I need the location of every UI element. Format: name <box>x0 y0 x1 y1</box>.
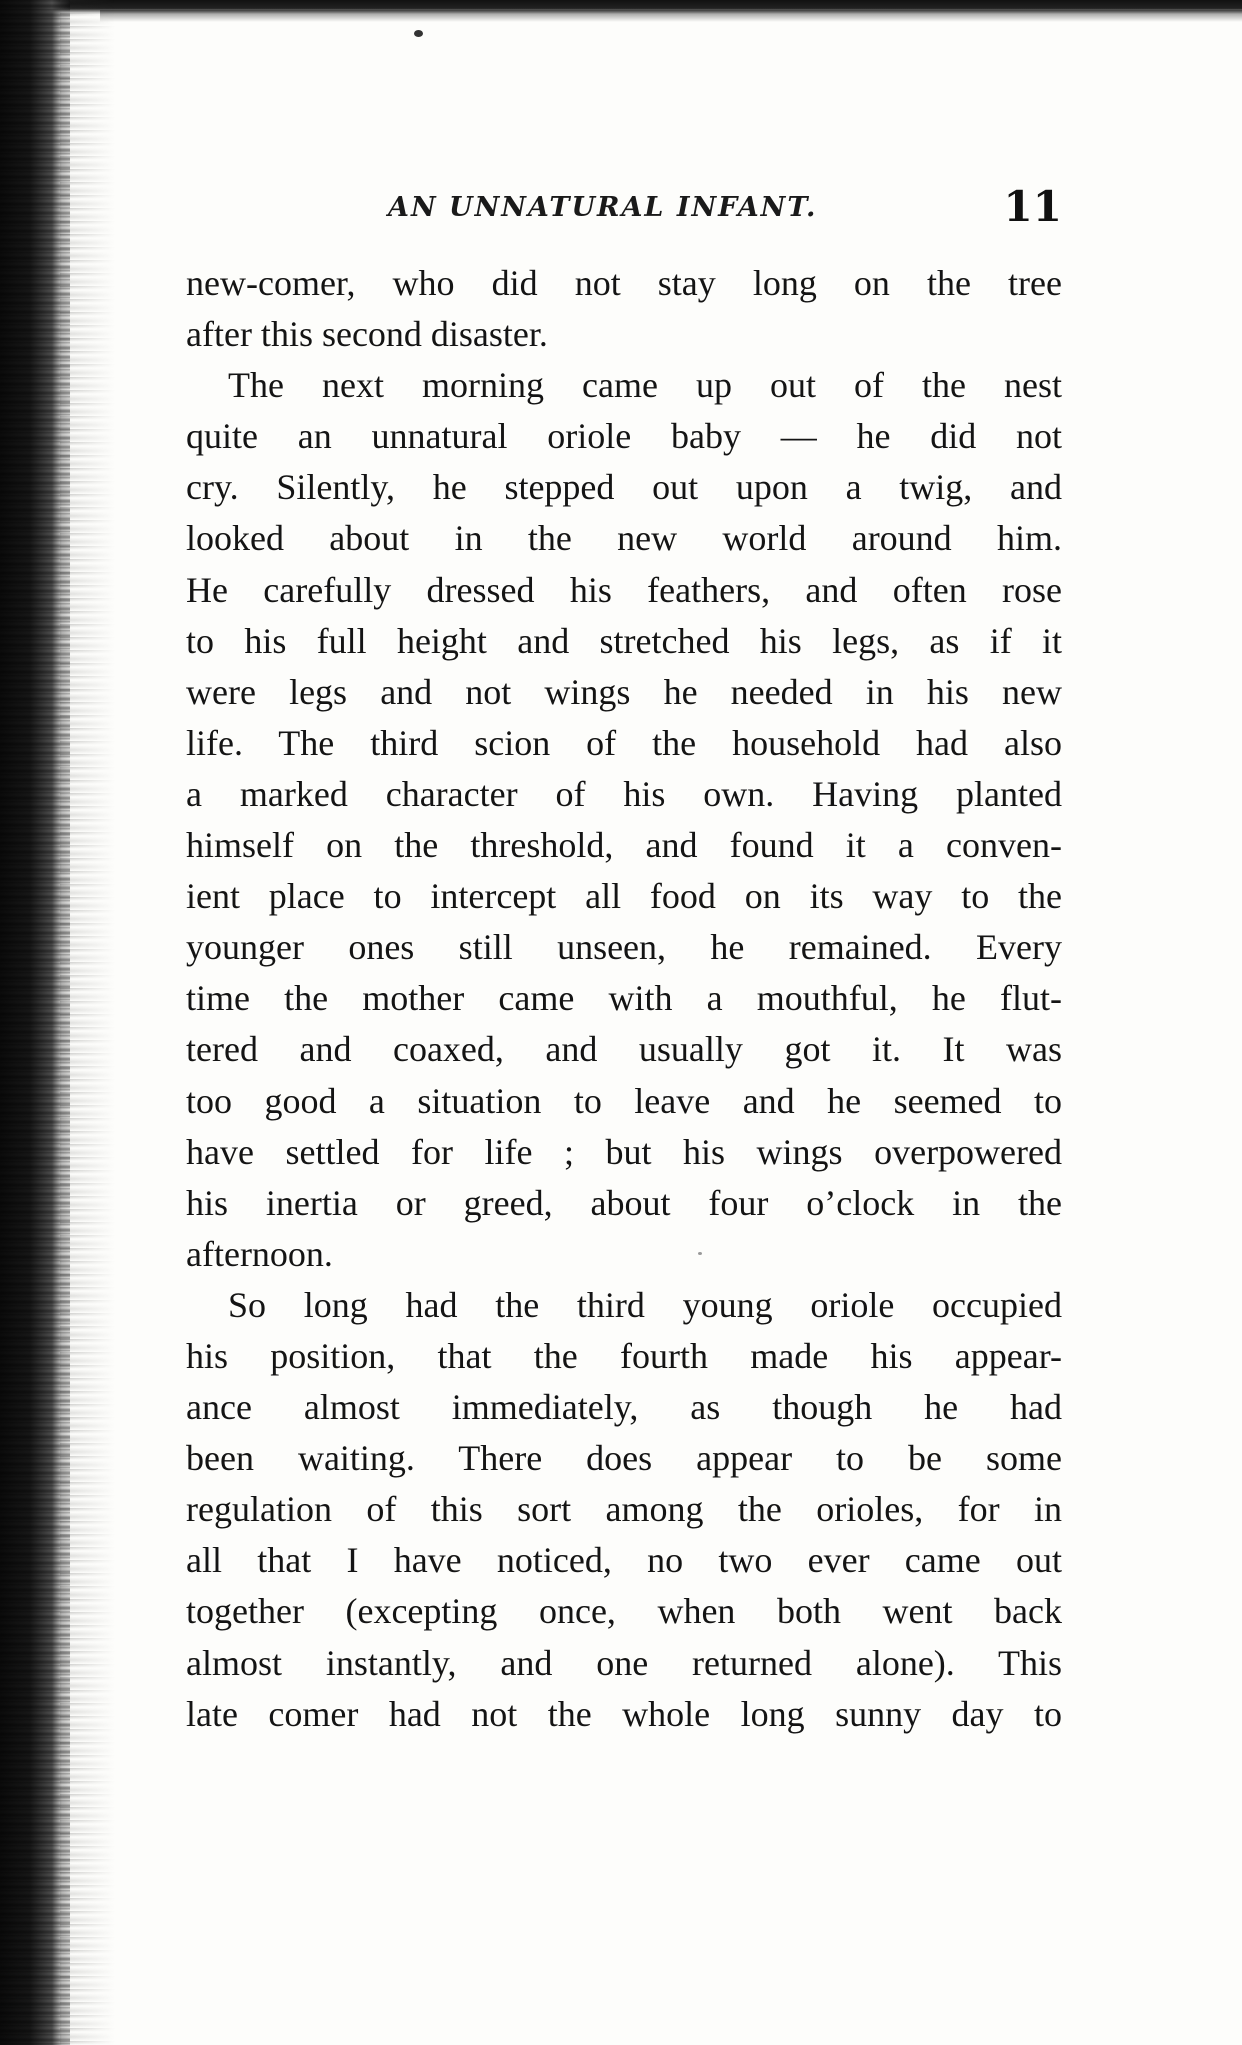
body-text <box>186 258 1062 1740</box>
ink-speck <box>414 30 423 37</box>
text-line: new-comer, who did not stay long on the tree <box>186 263 1062 303</box>
page-header <box>186 182 1066 238</box>
text-line: He carefully dressed his feathers, and often rose <box>186 569 1062 610</box>
text-line: himself on the threshold, and found it a conven- <box>186 825 1062 866</box>
running-head: AN UNNATURAL INFANT. <box>388 192 818 223</box>
text-line: quite an unnatural oriole baby — he did not <box>186 416 1062 457</box>
text-line: after this second disaster. <box>186 314 548 355</box>
text-line: time the mother came with a mouthful, he flut- <box>186 978 1062 1019</box>
scan-top-shadow <box>100 10 1242 22</box>
text-line: his position, that the fourth made his appear- <box>186 1335 1062 1376</box>
text-line: ient place to intercept all food on its way to the <box>186 876 1062 917</box>
text-line: The next morning came up out of the nest <box>228 365 1062 406</box>
text-line: younger ones still unseen, he remained. Every <box>186 927 1062 968</box>
text-line: all that I have noticed, no two ever came out <box>186 1540 1062 1581</box>
text-line: afternoon. <box>186 1233 333 1274</box>
text-line: regulation of this sort among the orioles, for in <box>186 1489 1062 1530</box>
scan-binding-shadow <box>60 0 115 2045</box>
text-line: together (excepting once, when both went back <box>186 1591 1062 1632</box>
text-line: were legs and not wings he needed in his new <box>186 671 1062 712</box>
text-line: almost instantly, and one returned alone). This <box>186 1642 1062 1683</box>
text-line: late comer had not the whole long sunny day to <box>186 1693 1062 1734</box>
text-line: So long had the third young oriole occupied <box>228 1284 1062 1325</box>
text-line: too good a situation to leave and he seemed to <box>186 1080 1062 1121</box>
text-line: to his full height and stretched his legs, as if it <box>186 620 1062 661</box>
text-line: cry. Silently, he stepped out upon a twig, and <box>186 467 1062 508</box>
text-line: his inertia or greed, about four o’clock in the <box>186 1182 1062 1223</box>
text-line: ance almost immediately, as though he had <box>186 1387 1062 1428</box>
text-line: have settled for life ; but his wings overpowered <box>186 1131 1062 1172</box>
text-line: tered and coaxed, and usually got it. It was <box>186 1029 1062 1070</box>
page-number: 11 <box>1003 182 1062 231</box>
text-line: looked about in the new world around him. <box>186 518 1062 559</box>
text-line: been waiting. There does appear to be some <box>186 1438 1062 1479</box>
text-line: life. The third scion of the household had also <box>186 722 1062 763</box>
text-line: a marked character of his own. Having planted <box>186 773 1062 814</box>
